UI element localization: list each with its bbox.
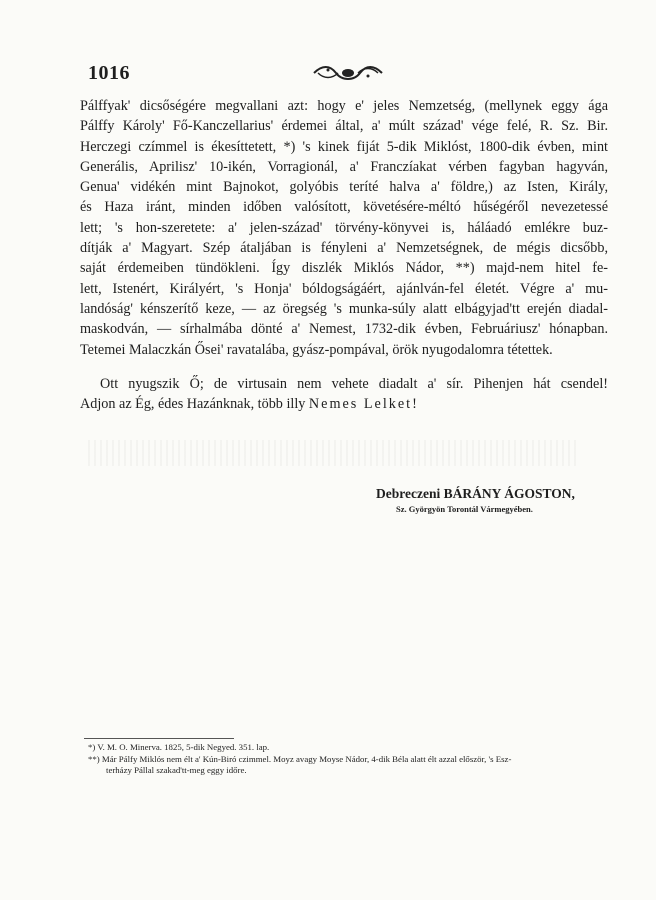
text-line: Tetemei Malaczkán Ősei' ravatalába, gyász-pompával, örök nyugodalomra tétettek. [80, 341, 553, 358]
text-line: Genua' vidékén mint Bajnokot, golyóbis teríté halva a' földre,) az Isten, Király, [80, 179, 608, 196]
text-line: Pálffyak' dicsőségére megvallani azt: hogy e' jeles Nemzetség, (mellynek eggy ága [80, 98, 608, 114]
footnotes [88, 742, 608, 777]
flourish-icon [312, 64, 384, 82]
body-text [80, 96, 608, 414]
text-line: lett; 's hon-szeretete: a' jelen-század' törvény-könyvei is, háláadó emlékre buz- [80, 219, 608, 236]
footnote: **) Már Pálfy Miklós nem élt a' Kún-Biró czimmel. Moyz avagy Moyse Nádor, 4-dik Béla alatt élt azzal először, 's Esz- [88, 753, 512, 764]
closing-line [80, 394, 608, 414]
text-line: landóság' kénszerítő keze, — az öregség 's munka-súly alatt elbágyjad'tt erején diadal- [80, 300, 608, 317]
closing-line: Ott nyugszik Ő; de virtusain nem vehete diadalt a' sír. Pihenjen hát csendel! [100, 375, 608, 392]
text-line: saját érdemeiben tündökleni. Így diszlék Miklós Nádor, **) majd-nem hitel fe- [80, 260, 608, 277]
page-number: 1016 [88, 62, 130, 84]
closing-emphasis: Nemes Lelket! [308, 396, 419, 413]
text-line: Generális, Aprilisz' 10-ikén, Vorragionál, a' Franczíakat vérben fagyban hagyván, [80, 158, 608, 175]
closing-text: Adjon az Ég, édes Hazánknak, több illy [80, 396, 306, 413]
author-location: Sz. Györgyön Torontál Vármegyében. [396, 504, 533, 514]
footnote-continuation: terházy Pállal szakad'tt-meg eggy időre. [106, 765, 247, 775]
footnote: *) V. M. O. Minerva. 1825, 5-dik Negyed. 351. lap. [88, 742, 270, 752]
text-line: Pálffy Károly' Fő-Kanczellarius' érdemei által, a' múlt század' vége felé, R. Sz. Bir. [80, 118, 608, 135]
text-line: és Haza iránt, minden időben valósított, követésére-méltó hűségéről nevezetessé [80, 199, 608, 216]
text-line: maskodván, — sírhalmába dönté a' Nemest, 1732-dik évben, Februáriusz' hónapban. [80, 321, 608, 338]
author-signature: Debreczeni BÁRÁNY ÁGOSTON, [376, 486, 575, 501]
faint-bleedthrough [88, 440, 578, 466]
text-line: Herczegi czímmel is ékesíttetett, *) 's kinek fiját 5-dik Miklóst, 1800-dik évben, mint [80, 138, 608, 155]
text-line: lett, Istenért, Királyért, 's Honja' bóldogságáért, ajánlván-fel életét. Végre a' mu- [80, 280, 608, 297]
text-line: dítják a' Magyart. Szép átaljában is fényleni a' Nemzetségnek, de mégis dicsőbb, [80, 240, 608, 257]
footnote-divider [84, 738, 234, 739]
